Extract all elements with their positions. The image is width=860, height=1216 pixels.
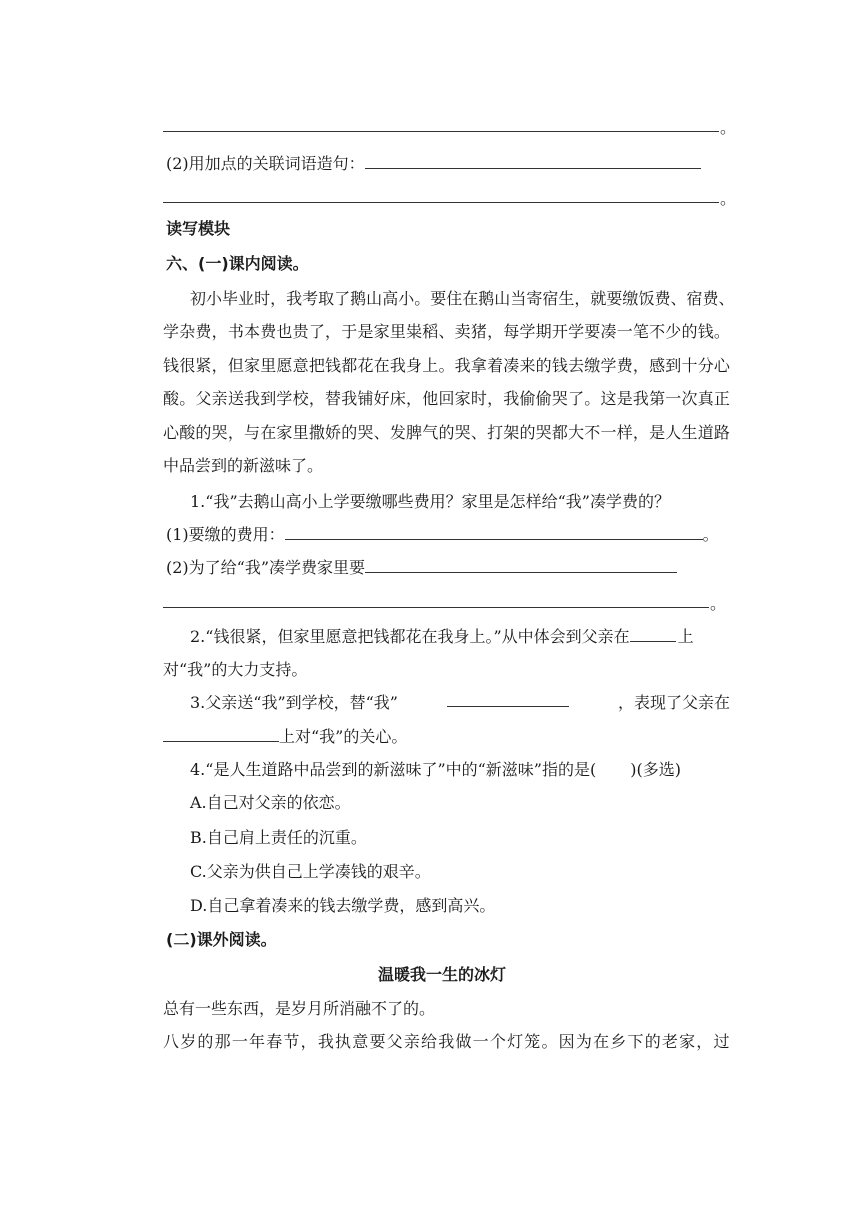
period: 。 <box>720 189 737 208</box>
answer-blank[interactable] <box>447 692 569 707</box>
passage-line: 中品尝到的新滋味了。 <box>163 456 324 475</box>
question-prompt <box>166 153 701 175</box>
part-title: 六、(一)课内阅读。 <box>166 254 309 273</box>
passage-line: 初 小 毕 业 时 ， 我 考 取 了 鹅 山 高 小 。 要 住 在 鹅 山 当 寄 宿 生 ， 就 要 缴 饭 费 、 宿 费 、 <box>190 289 735 308</box>
question-text: (2)用加点的关联词语造句： <box>166 154 365 173</box>
story-paragraph: 八 岁 的 那 一 年 春 节 ， 我 执 意 要 父 亲 给 我 做 一 个 灯 笼 。 因 为 在 乡 下 的 老 家 ， 过 <box>163 1032 730 1051</box>
option-a: A.自己对父亲的依恋。 <box>190 793 351 812</box>
answer-blank[interactable] <box>285 525 703 540</box>
period: 。 <box>720 118 737 137</box>
question-1-sub-2: (2)为了给“我”凑学费家里要 <box>166 557 677 579</box>
answer-blank[interactable] <box>630 627 676 642</box>
question-3-cont: 上对“我”的关心。 <box>163 726 407 748</box>
part-title: (二)课外阅读。 <box>166 930 277 949</box>
question-3: 3.父亲送“我”到学校，替“我” ，表现了父亲在 <box>190 693 730 712</box>
section-title: 读写模块 <box>166 219 231 238</box>
passage-line: 钱 很 紧 ， 但 家 里 愿 意 把 钱 都 花 在 我 身 上 。 我 拿 着 凑 来 的 钱 去 缴 学 费 ， 感 到 十 分 心 <box>163 356 730 375</box>
option-c: C.父亲为供自己上学凑钱的艰辛。 <box>190 862 431 881</box>
answer-paren-blank[interactable] <box>596 761 630 775</box>
option-d: D.自己拿着凑来的钱去缴学费，感到高兴。 <box>190 896 496 915</box>
passage-line: 学 杂 费 ， 书 本 费 也 贵 了 ， 于 是 家 里 粜 稻 、 卖 猪 ， 每 学 期 开 学 要 凑 一 笔 不 少 的 钱 。 <box>163 322 730 341</box>
answer-line[interactable] <box>163 131 719 132</box>
question-4: 4.“是人生道路中品尝到的新滋味了”中的“新滋味”指的是( )(多选) <box>190 760 681 779</box>
answer-line[interactable] <box>163 202 719 203</box>
question-2-cont: 对“我”的大力支持。 <box>163 660 308 679</box>
story-title: 温暖我一生的冰灯 <box>378 965 507 984</box>
story-paragraph: 总有一些东西，是岁月所消融不了的。 <box>163 999 436 1018</box>
passage-line: 心 酸 的 哭 ， 与 在 家 里 撒 娇 的 哭 、 发 脾 气 的 哭 、 打 架 的 哭 都 大 不 一 样 ， 是 人 生 道 路 <box>163 423 730 442</box>
answer-blank[interactable] <box>163 727 279 742</box>
answer-line[interactable] <box>163 607 709 608</box>
question-1: 1.“我”去鹅山高小上学要缴哪些费用？家里是怎样给“我”凑学费的？ <box>190 492 670 511</box>
period: 。 <box>710 594 727 613</box>
answer-blank[interactable] <box>365 154 701 169</box>
passage-line: 酸 。 父 亲 送 我 到 学 校 ， 替 我 铺 好 床 ， 他 回 家 时 ， 我 偷 偷 哭 了 。 这 是 我 第 一 次 真 正 <box>163 389 730 408</box>
option-b: B.自己肩上责任的沉重。 <box>190 828 367 847</box>
answer-blank[interactable] <box>365 558 677 573</box>
question-1-sub-1: (1)要缴的费用： 。 <box>166 525 719 544</box>
question-2: 2.“钱很紧，但家里愿意把钱都花在我身上。”从中体会到父亲在 上 <box>190 627 694 646</box>
